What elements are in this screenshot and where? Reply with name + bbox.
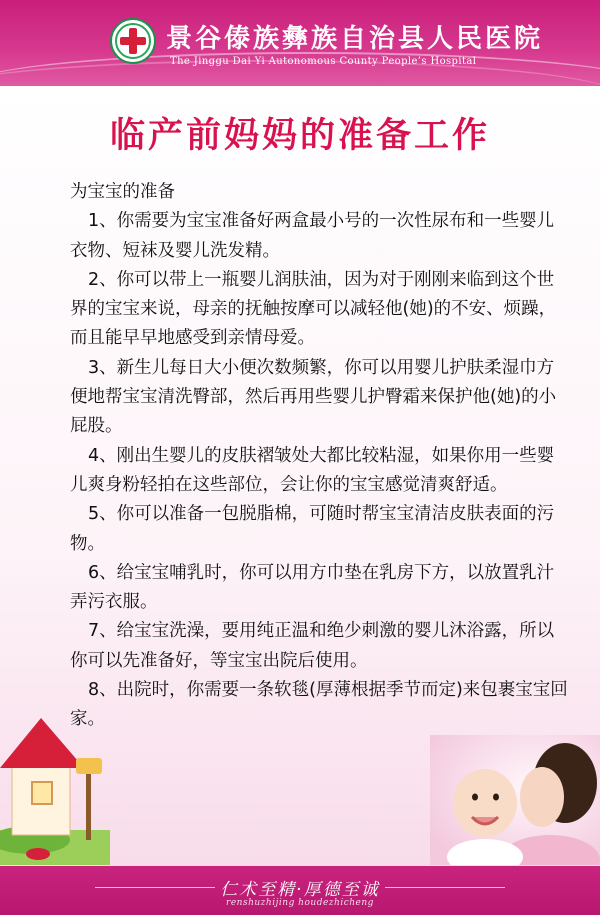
footer-banner <box>0 866 600 915</box>
list-item: 6、给宝宝哺乳时，你可以用方巾垫在乳房下方，以放置乳汁弄污衣服。 <box>70 562 555 613</box>
header-banner <box>0 0 600 86</box>
list-item: 1、你需要为宝宝准备好两盒最小号的一次性尿布和一些婴儿衣物、短袜及婴儿洗发精。 <box>70 211 555 261</box>
house-roof <box>0 718 84 768</box>
list-item: 2、你可以带上一瓶婴儿润肤油，因为对于刚刚来临到这个世界的宝宝来说，母亲的抚触按摩可以减轻他(她)的不安、烦躁，而且能早早地感受到亲情母爱。 <box>70 269 557 349</box>
list-item: 7、给宝宝洗澡，要用纯正温和绝少刺激的婴儿沐浴露，所以你可以先准备好，等宝宝出院后使用。 <box>70 621 555 671</box>
house-window <box>32 782 52 804</box>
section-label: 为宝宝的准备 <box>70 182 175 202</box>
baby-face <box>453 769 517 837</box>
article-body <box>70 178 570 735</box>
flowers <box>26 848 50 860</box>
house-illustration <box>0 700 110 865</box>
list-item: 3、新生儿每日大小便次数频繁，你可以用婴儿护肤柔湿巾方便地帮宝宝清洗臀部，然后再用些婴儿护臀霜来保护他(她)的小屁股。 <box>70 357 557 437</box>
hospital-motto: 仁术至精·厚德至诚 <box>220 880 380 900</box>
hospital-motto-pinyin: renshuzhijing houdezhicheng <box>226 898 374 908</box>
page-title: 临产前妈妈的准备工作 <box>109 116 490 156</box>
hospital-name-cn: 景谷傣族彝族自治县人民医院 <box>166 24 544 54</box>
mother-face <box>520 767 564 827</box>
list-item: 5、你可以准备一包脱脂棉，可随时帮宝宝清洁皮肤表面的污物。 <box>70 504 555 554</box>
mailbox <box>76 758 102 774</box>
hospital-logo-icon <box>110 18 156 64</box>
hospital-name-en: The Jinggu Dai Yi Autonomous County People’s Hospital <box>170 56 477 67</box>
list-item: 8、出院时，你需要一条软毯(厚薄根据季节而定)来包裹宝宝回家。 <box>70 680 568 730</box>
baby-eye <box>493 794 499 801</box>
mother-baby-photo <box>430 735 600 865</box>
baby-eye <box>472 794 478 801</box>
mailbox-post <box>86 770 91 840</box>
red-cross-horizontal <box>120 37 146 45</box>
list-item: 4、刚出生婴儿的皮肤褶皱处大都比较粘湿，如果你用一些婴儿爽身粉轻拍在这些部位，会让你的宝宝感觉清爽舒适。 <box>70 445 555 495</box>
